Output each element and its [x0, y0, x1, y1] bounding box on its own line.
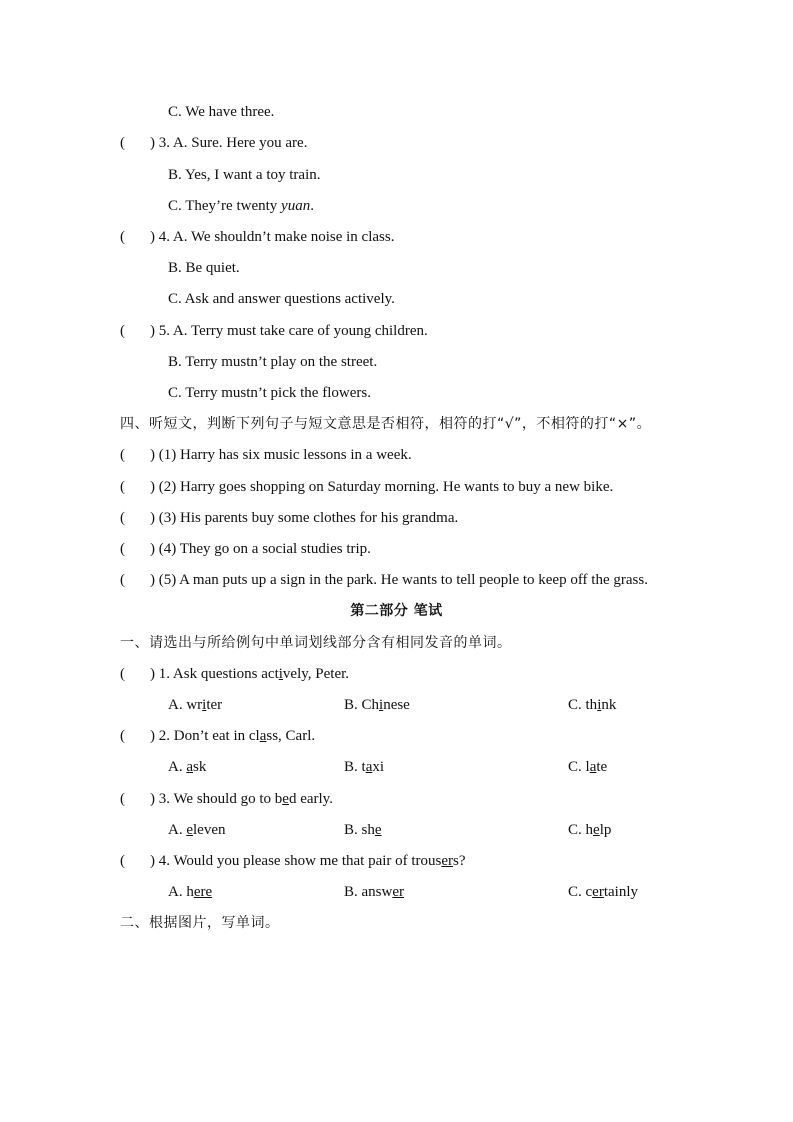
answer-paren[interactable]: ( — [120, 728, 125, 744]
answer-paren[interactable]: ( — [120, 666, 125, 682]
q4-question: ( ) 4. A. We shouldn’t make noise in class. — [120, 226, 683, 248]
answer-paren[interactable]: ( — [120, 572, 125, 588]
answer-paren[interactable]: ( — [120, 447, 125, 463]
written-q4: ( ) 4. Would you please show me that pair of trousers? — [120, 850, 683, 872]
answer-paren[interactable]: ( — [120, 479, 125, 495]
option-b: B. Chinese — [344, 697, 410, 713]
section4-item-1: ( ) (1) Harry has six music lessons in a week. — [120, 444, 683, 466]
answer-paren[interactable]: ( — [120, 229, 125, 245]
option-b: B. answer — [344, 884, 404, 900]
written-q2: ( ) 2. Don’t eat in class, Carl. — [120, 725, 683, 747]
option-a: A. eleven — [168, 822, 226, 838]
option-c: C. certainly — [568, 884, 638, 900]
section4-item-4: ( ) (4) They go on a social studies trip. — [120, 538, 683, 560]
option-a: A. here — [168, 884, 213, 900]
part2-section2-heading: 二、根据图片，写单词。 — [120, 915, 280, 931]
answer-paren[interactable]: ( — [120, 541, 125, 557]
section4-item-5: ( ) (5) A man puts up a sign in the park. He wants to tell people to keep off the grass. — [120, 569, 753, 591]
option-a: A. writer — [168, 697, 223, 713]
written-q2-options — [0, 756, 793, 778]
answer-paren[interactable]: ( — [120, 853, 125, 869]
part2-section1-heading: 一、请选出与所给例句中单词划线部分含有相同发音的单词。 — [120, 635, 512, 651]
option-a: A. ask — [168, 759, 207, 775]
option-c: C. think — [568, 697, 617, 713]
option-b: B. she — [344, 822, 382, 838]
q2-option-c: C. We have three. — [168, 104, 275, 120]
answer-paren[interactable]: ( — [120, 135, 125, 151]
q3-option-b: B. Yes, I want a toy train. — [168, 167, 321, 183]
q3-question: ( ) 3. A. Sure. Here you are. — [120, 132, 683, 154]
answer-paren[interactable]: ( — [120, 323, 125, 339]
option-b: B. taxi — [344, 759, 385, 775]
written-q4-options — [0, 881, 793, 903]
q3-option-c: C. They’re twenty yuan. — [168, 198, 314, 214]
written-q3: ( ) 3. We should go to bed early. — [120, 788, 683, 810]
q5-option-b: B. Terry mustn’t play on the street. — [168, 354, 378, 370]
q5-question: ( ) 5. A. Terry must take care of young children. — [120, 320, 683, 342]
q5-option-c: C. Terry mustn’t pick the flowers. — [168, 385, 371, 401]
part2-title: 第二部分 笔试 — [350, 603, 443, 619]
option-c: C. help — [568, 822, 612, 838]
q4-option-b: B. Be quiet. — [168, 260, 240, 276]
written-q1: ( ) 1. Ask questions actively, Peter. — [120, 663, 683, 685]
section4-item-3: ( ) (3) His parents buy some clothes for his grandma. — [120, 507, 683, 529]
written-q3-options — [0, 819, 793, 841]
written-q1-options — [0, 694, 793, 716]
answer-paren[interactable]: ( — [120, 791, 125, 807]
q4-option-c: C. Ask and answer questions actively. — [168, 291, 395, 307]
option-c: C. late — [568, 759, 608, 775]
section4-heading: 四、听短文，判断下列句子与短文意思是否相符，相符的打“√”，不相符的打“×”。 — [120, 416, 652, 432]
answer-paren[interactable]: ( — [120, 510, 125, 526]
section4-item-2: ( ) (2) Harry goes shopping on Saturday morning. He wants to buy a new bike. — [120, 476, 683, 498]
